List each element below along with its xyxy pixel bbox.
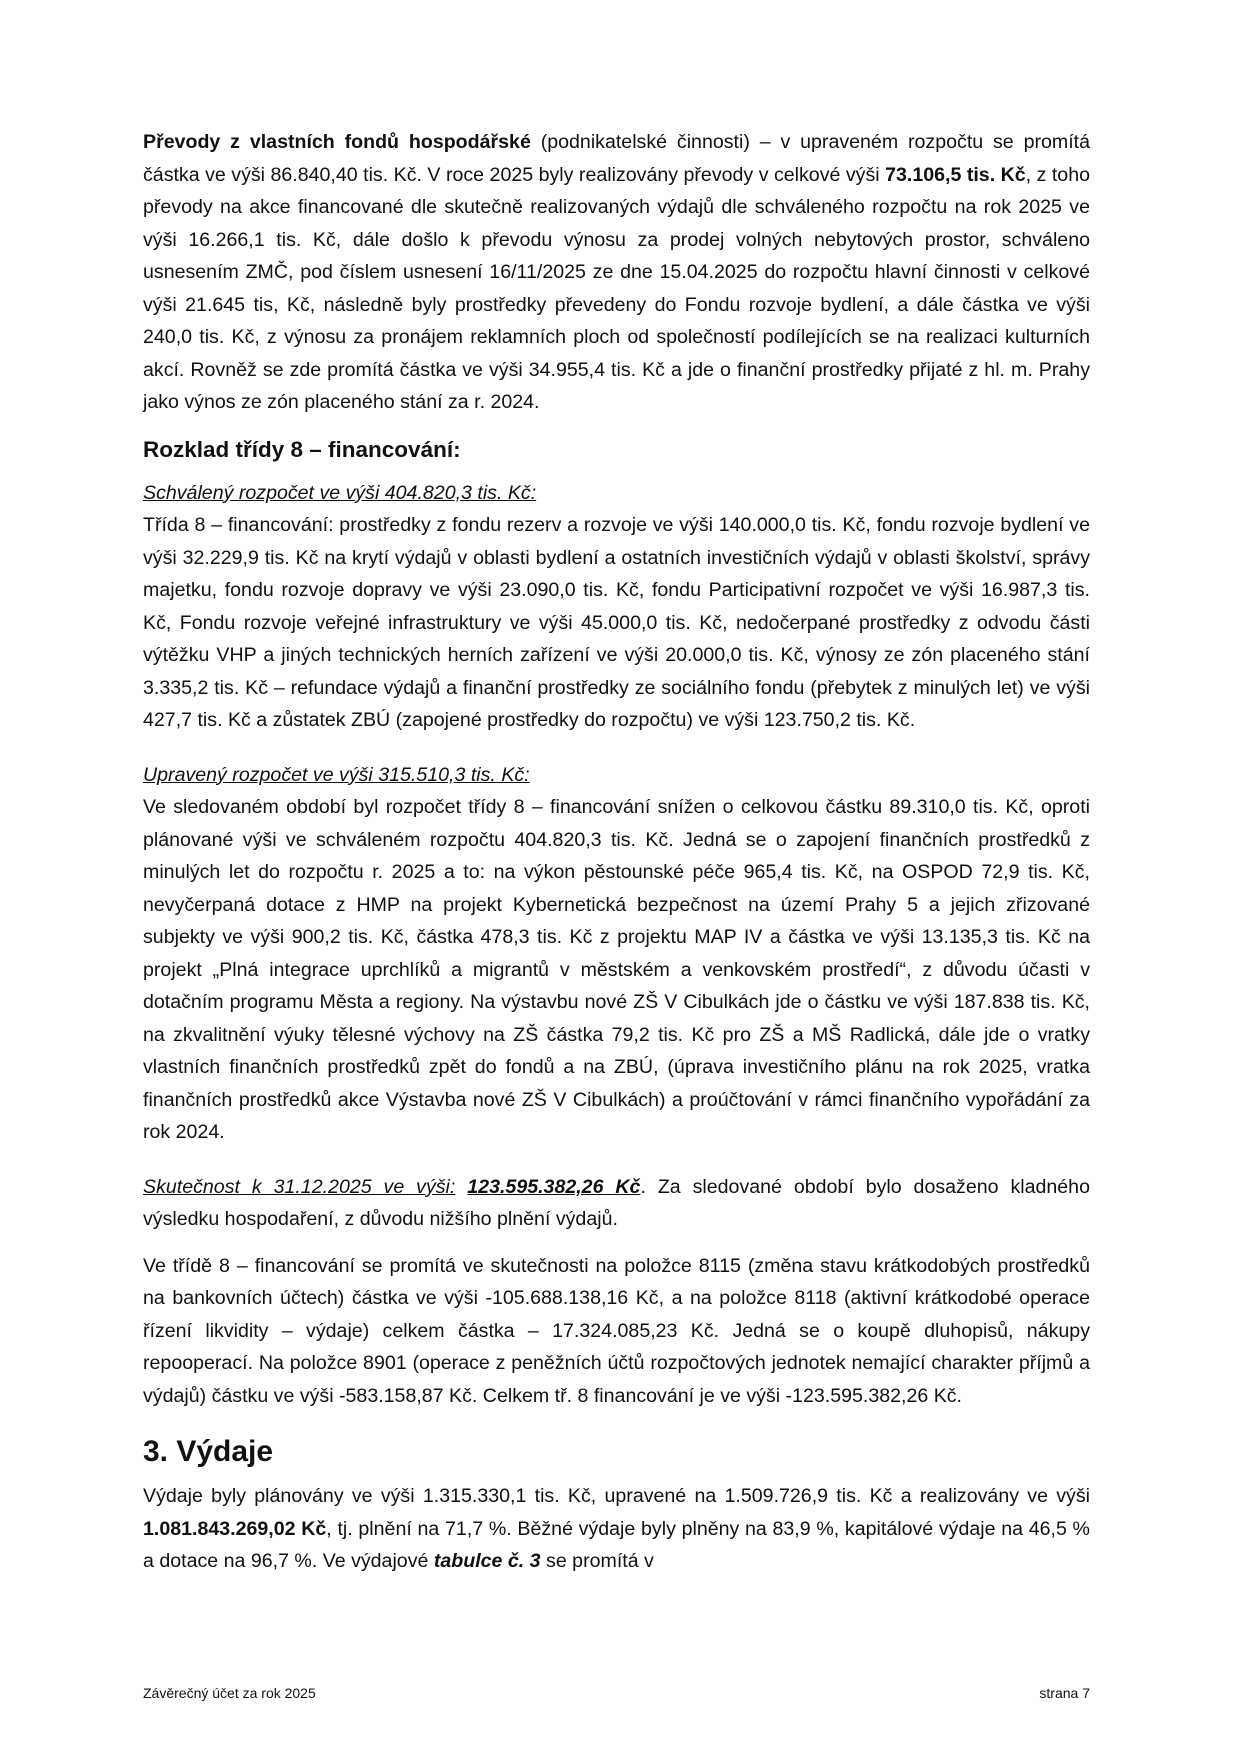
chapter-heading-expenditures: 3. Výdaje bbox=[143, 1435, 274, 1468]
text-run: . Za sledované období bylo dosaženo kladného výsledku hospodaření, z důvodu nižšího plnění výdajů. bbox=[143, 1175, 1090, 1230]
paragraph-approved-budget bbox=[143, 477, 1090, 737]
page-footer bbox=[143, 1685, 1090, 1701]
section-heading-class8: Rozklad třídy 8 – financování: bbox=[143, 436, 461, 462]
paragraph-transfers bbox=[143, 126, 1090, 419]
footer-title: Závěrečný účet za rok 2025 bbox=[143, 1685, 316, 1701]
actual-amount: 123.595.382,26 Kč bbox=[467, 1175, 641, 1198]
text-run: Výdaje byly plánovány ve výši 1.315.330,1 tis. Kč, upravené na 1.509.726,9 tis. Kč a realizovány ve výši bbox=[143, 1485, 1090, 1507]
paragraph-class8-detail: Ve třídě 8 – financování se promítá ve skutečnosti na položce 8115 (změna stavu krátkodobých prostředků na bankovních účtech) částka ve výši -105.688.138,16 Kč, a na položce 8118 (aktivní krátkodobé operace řízení likvidity – výdaje) celkem částka – 17.324.085,23 Kč. Jedná se o koupě dluhopisů, nákupy repooperací. Na položce 8901 (operace z peněžních účtů rozpočtových jednotek nemající charakter příjmů a výdajů) částku ve výši -583.158,87 Kč. Celkem tř. 8 financování je ve výši -123.595.382,26 Kč. bbox=[143, 1254, 1090, 1407]
text-run: Ve sledovaném období byl rozpočet třídy 8 – financování snížen o celkovou částku 89.310,0 tis. Kč, oproti plánované výši ve schváleném rozpočtu 404.820,3 tis. Kč. Jedná se o zapojení finančních prostředků z minulých let do rozpočtu r. 2025 a to: na výkon pěstounské péče 965,4 tis. Kč, na OSPOD 72,9 tis. Kč, nevyčerpaná dotace z HMP na projekt Kybernetická bezpečnost na území Prahy 5 a jejich zřizované subjekty ve výši 900,2 tis. Kč, částka 478,3 tis. Kč z projektu MAP IV a částka ve výši 13.135,3 tis. Kč na projekt „Plná integrace uprchlíků a migrantů v městském a venkovském prostředí“, z důvodu účasti v dotačním programu Města a regiony. Na výstavbu nové ZŠ V Cibulkách jde o částku ve výši 187.838 tis. Kč, na zkvalitnění výuky tělesné výchovy na ZŠ částka 79,2 tis. Kč pro ZŠ a MŠ Radlická, dále jde o vratky vlastních finančních prostředků zpět do fondů a na ZBÚ, (úprava investičního plánu na rok 2025, vratka finančních prostředků akce Výstavba nové ZŠ V Cibulkách) a proúčtování v rámci finančního vypořádání za rok 2024. bbox=[143, 796, 1090, 1143]
text-run: (podnikatelské činnosti) – v upraveném rozpočtu se promítá částka ve výši 86.840,40 tis. Kč. V roce 2025 byly realizovány převody v celkové výši bbox=[143, 131, 1090, 186]
paragraph-expenditures bbox=[143, 1480, 1090, 1578]
bold-lead: Převody z vlastních fondů hospodářské bbox=[143, 131, 531, 153]
page-number: strana 7 bbox=[1039, 1685, 1090, 1701]
table-reference: tabulce č. 3 bbox=[433, 1550, 541, 1572]
page-content bbox=[143, 126, 1090, 1578]
text-run: se promítá v bbox=[540, 1550, 654, 1572]
bold-amount: 1.081.843.269,02 Kč bbox=[143, 1517, 327, 1540]
text-run: , tj. plnění na 71,7 %. Běžné výdaje byly plněny na 83,9 %, kapitálové výdaje na 46,5 % a dotace na 96,7 %. Ve výdajové bbox=[143, 1517, 1090, 1572]
subheading-actual: Skutečnost k 31.12.2025 ve výši: bbox=[143, 1175, 456, 1198]
subheading-adjusted: Upravený rozpočet ve výši 315.510,3 tis. Kč: bbox=[143, 763, 530, 786]
paragraph-actual bbox=[143, 1171, 1090, 1236]
bold-amount: 73.106,5 tis. Kč bbox=[885, 163, 1026, 186]
paragraph-adjusted-budget bbox=[143, 759, 1090, 1149]
text-run: Třída 8 – financování: prostředky z fondu rezerv a rozvoje ve výši 140.000,0 tis. Kč, fondu rozvoje bydlení ve výši 32.229,9 tis. Kč na krytí výdajů v oblasti bydlení a ostatních investičních výdajů v oblasti školství, správy majetku, fondu rozvoje dopravy ve výši 23.090,0 tis. Kč, fondu Participativní rozpočet ve výši 16.987,3 tis. Kč, Fondu rozvoje veřejné infrastruktury ve výši 45.000,0 tis. Kč, nedočerpané prostředky z odvodu části výtěžku VHP a jiných technických herních zařízení ve výši 20.000,0 tis. Kč, výnosy ze zón placeného stání 3.335,2 tis. Kč – refundace výdajů a finanční prostředky ze sociálního fondu (přebytek z minulých let) ve výši 427,7 tis. Kč a zůstatek ZBÚ (zapojené prostředky do rozpočtu) ve výši 123.750,2 tis. Kč. bbox=[143, 514, 1090, 731]
text-run: , z toho převody na akce financované dle skutečně realizovaných výdajů dle schváleného rozpočtu na rok 2025 ve výši 16.266,1 tis. Kč, dále došlo k převodu výnosu za prodej volných nebytových prostor, schváleno usnesením ZMČ, pod číslem usnesení 16/11/2025 ze dne 15.04.2025 do rozpočtu hlavní činnosti v celkové výši 21.645 tis, Kč, následně byly prostředky převedeny do Fondu rozvoje bydlení, a dále částka ve výši 240,0 tis. Kč, z výnosu za pronájem reklamních ploch od společností podílejících se na realizaci kulturních akcí. Rovněž se zde promítá částka ve výši 34.955,4 tis. Kč a jde o finanční prostředky přijaté z hl. m. Prahy jako výnos ze zón placeného stání za r. 2024. bbox=[143, 163, 1090, 413]
subheading-approved: Schválený rozpočet ve výši 404.820,3 tis. Kč: bbox=[143, 481, 537, 504]
